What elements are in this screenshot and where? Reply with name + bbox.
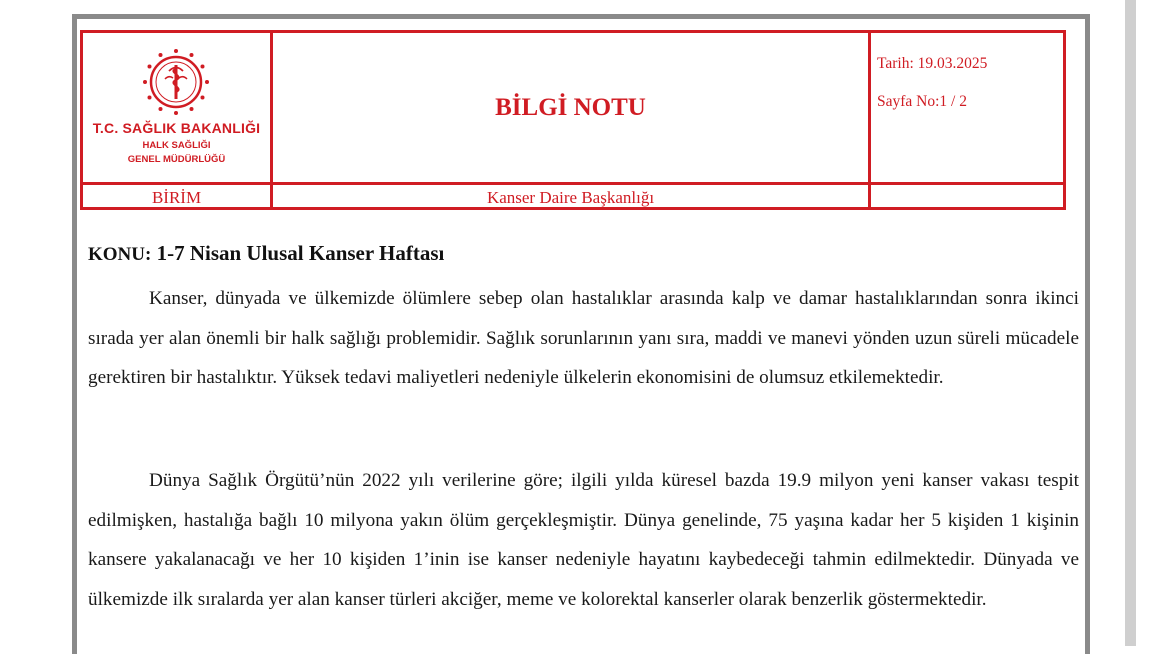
logo-cell (83, 33, 270, 182)
unit-label: BİRİM (151, 188, 202, 207)
paragraph: Kanser, dünyada ve ülkemizde ölümlere sebep olan hastalıklar arasında kalp ve damar hastalıklarından sonra ikinci sırada yer alan önemli bir halk sağlığı problemidir. Sağlık sorunlarının yanı sıra, maddi ve manevi yönden uzun süreli mücadele gerektiren bir hastalıktır. Yüksek tedavi maliyetleri nedeniyle ülkelerin ekonomisini de olumsuz etkilemektedir. (88, 288, 1079, 388)
unit-value: Kanser Daire Başkanlığı (486, 188, 655, 207)
subject-line (88, 241, 444, 266)
meta-cell (871, 33, 1063, 182)
scrollbar[interactable] (1125, 0, 1136, 646)
department-line-2: GENEL MÜDÜRLÜĞÜ (127, 154, 226, 165)
subject-label: KONU: (88, 244, 152, 265)
paragraph: Dünya Sağlık Örgütü’nün 2022 yılı verilerine göre; ilgili yılda küresel bazda 19.9 milyon yeni kanser vakası tespit edilmişken, hastalığa bağlı 10 milyona yakın ölüm gerçekleşmiştir. Dünya genelinde, 75 yaşına kadar her 5 kişiden 1 kişinin kansere yakalanacağı ve her 10 kişiden 1’inin ise kanser nedeniyle hayatını kaybedeceği tahmin edilmektedir. Dünyada ve ülkemizde ilk sıralarda yer alan kanser türleri akciğer, meme ve kolorektal kanserler olarak benzerlik göstermektedir. (88, 470, 1079, 610)
subject-text: 1-7 Nisan Ulusal Kanser Haftası (156, 241, 445, 265)
page-number: Sayfa No:1 / 2 (877, 93, 967, 110)
department-line-1: HALK SAĞLIĞI (142, 140, 211, 151)
document-title: BİLGİ NOTU (495, 93, 646, 121)
header-table (80, 30, 1066, 210)
ministry-logo-icon (139, 45, 213, 119)
ministry-name: T.C. SAĞLIK BAKANLIĞI (92, 120, 261, 136)
document-date: Tarih: 19.03.2025 (877, 55, 988, 72)
